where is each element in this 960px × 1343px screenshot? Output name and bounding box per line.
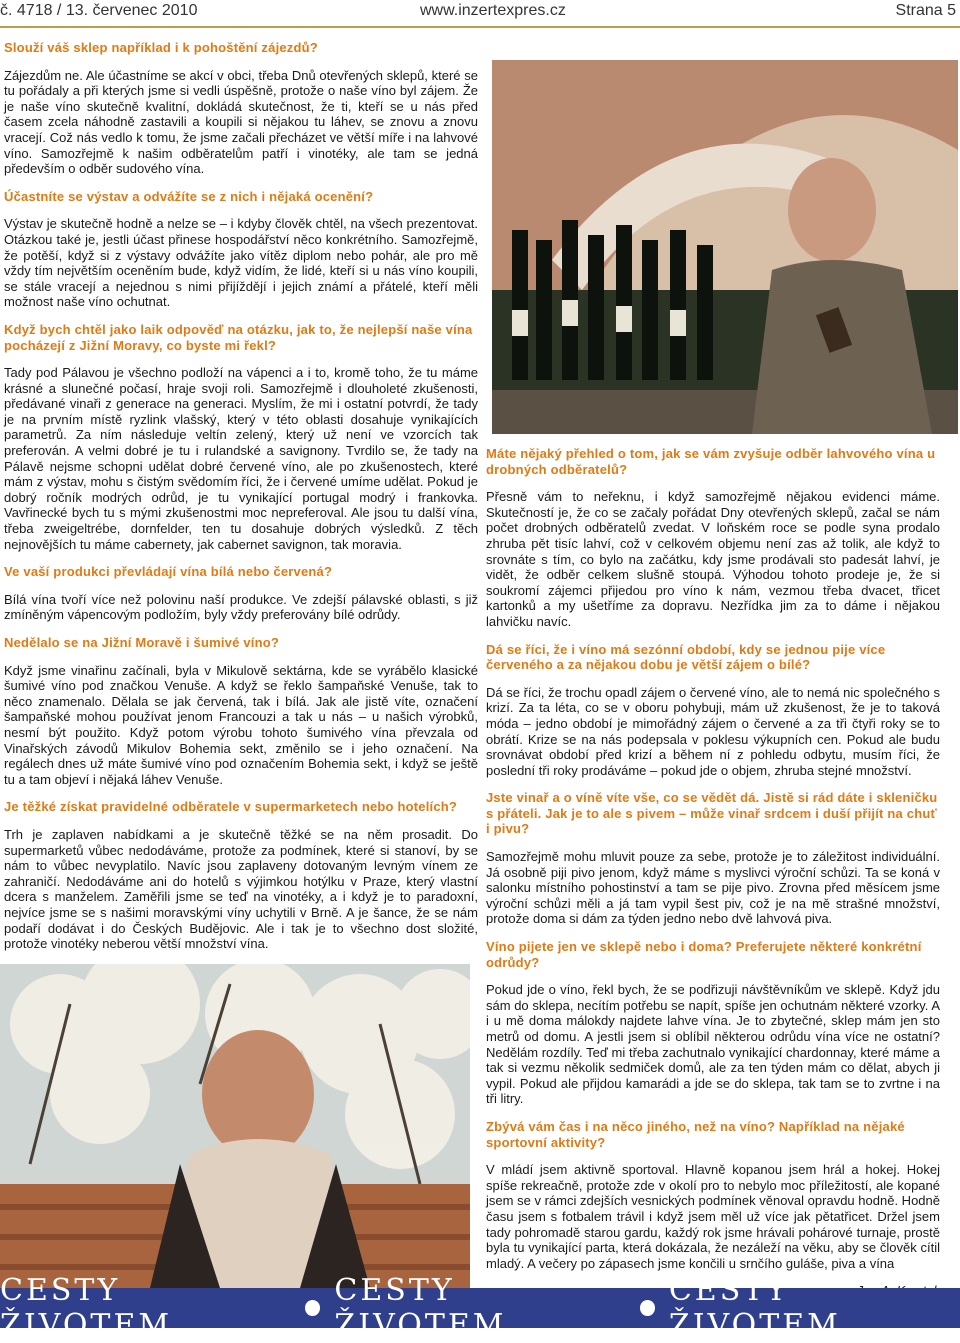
answer-10: Pokud jde o víno, řekl bych, že se podřizuji návštěvníkům ve sklepě. Když jdu sám do sklepa, necítím potřebu se napít, spíše jen ochutnám některé vzorky. A i u mě doma málokdy najdete lahve vína. Je to zbytečné, sklep mám jen sto metrů od domu. A jestli jsem si oblíbil některou odrůdu vína více ne ostatní? Nedělám rozdíly. Teď mi třeba zachutnalo vynikající chardonnay, které máme a tak si vezmu několik sedmiček domů, ale za ten týden mám co dělat, abych ji vypil. Pokud ale přijdou kamarádi a jde se do sklepa, tak tam se to zvrtne i na tři litry. [486, 982, 940, 1107]
answer-6: Trh je zaplaven nabídkami a je skutečně těžké se na něm prosadit. Do supermarketů vůbec nedodáváme, protože za podmínek, které si stanoví, by se nám to vůbec nevyplatilo. Navíc jsou zaplaveny dotovaným levným vínem ze zahraničí. Nedodáváme ani do hotelů s výjimkou hotýlku v Praze, který vlastní dcera s manželem. Zaměřili jsme se teď na vinotéky, a i když je to paradoxní, nejvíce jsme se s našimi moravskými víny uchytili v Brně. A je šance, že se nám podaří dodávat i do Českých Budějovic. Ale i tak je to všechno dost složité, protože vinotéky neberou větší množství vína. [4, 826, 478, 952]
banner-text-2: CESTY ŽIVOTEM [334, 1273, 507, 1343]
right-column [486, 446, 940, 1339]
banner-text-1: CESTY ŽIVOTEM [0, 1273, 173, 1343]
answer-2: Výstav je skutečně hodně a nelze se – i kdyby člověk chtěl, na všech prezentovat. Otázkou také je, jestli účast přinese hospodářství něco konkrétního. Samozřejmě, že potěší, když si z výstavy odvážíte jako vítěz diplom nebo pohár, ale pro mě vždy tím největším oceněním bude, když vidím, že lidé, kteří si u nás víno koupili, se stále vracejí a nejednou s nimi přijíždějí i jejich známí a přátelé, kteří měli možnost naše víno ochutnat. [4, 216, 478, 310]
left-column-top [4, 40, 478, 964]
banner-text-3: CESTY ŽIVOTEM [668, 1273, 841, 1343]
answer-7: Přesně vám to neřeknu, i když samozřejmě nějakou evidenci máme. Skutečností je, že co se začaly pořádat Dny otevřených sklepů, začal se nám počet drobných odběratelů zvedat. V loňském roce se podle syna prodalo zhruba pět tisíc lahví, což v celkovém objemu není zas až tolik, ale když to srovnáte s tím, co bylo na začátku, kdy jsme prodávali sto padesát lahví, je vidět, že odběr celkem slušně stoupá. Výhodou tohoto prodeje je, že si soukromí zájemci přijedou pro víno k nám, vezmou třeba dvacet, třicet kartonků a my ušetříme za dopravu. Nezřídka jim za to dáme i nějakou lahvičku navíc. [486, 489, 940, 629]
footer-banner [0, 1273, 960, 1343]
question-4: Ve vaší produkci převládají vína bílá nebo červená? [4, 564, 333, 580]
issue-info: č. 4718 / 13. červenec 2010 [0, 2, 198, 19]
question-10: Víno pijete jen ve sklepě nebo i doma? Preferujete některé konkrétní odrůdy? [486, 939, 922, 970]
header-rule [0, 26, 960, 28]
answer-5: Když jsme vinařinu začínali, byla v Mikulově sektárna, kde se vyrábělo klasické šumivé víno pod značkou Venuše. A když se řeklo šampaňské Venuše, tak to něco znamenalo. Dělala se jak červená, tak i bílá. Jak ale jistě víte, označení šampaňské mohou používat jenom Francouzi a tak u nás – u našich výrobků, nesmí být použito. Když potom výrobu tohoto šumivého vína převzala od Vinařských závodů Mikulov Bohemia sekt, změnilo se i jeho označení. Na regálech dnes už máte šumivé víno pod označením Bohemia sekt, i když se ještě tu a tam objeví i nějaká láhev Venuše. [4, 662, 478, 787]
bullet-icon [640, 1300, 655, 1316]
answer-9: Samozřejmě mohu mluvit pouze za sebe, protože je to záležitost individuální. Já osobně piji pivo jenom, když máme s myslivci výroční schůzi. Ta se koná v salonku místního pohostinství a tam se pije pivo. Zrovna před měsícem jsme výroční schůzi měli a já tam vypil šest piv, což je na mě strašné množství, protože doma si dám za týden jedno nebo dvě lahvová piva. [486, 849, 940, 927]
answer-8: Dá se říci, že trochu opadl zájem o červené víno, ale to nemá nic společného s krizí. Za ta léta, co se v oboru pohybuji, mám už zkušenost, že je to taková móda – jedno období je mimořádný zájem o červené a za tři čtyři roky se to obrátí. Krize se na nás podepsala v poklesu výkupních cen. Pokud ale budu srovnávat období před krizí a během ní z pohledu odbytu, musím říci, že poslední tři roky prodáváme – pokud jde o objem, zhruba stejné množství. [486, 684, 940, 778]
question-5: Nedělalo se na Jižní Moravě i šumivé víno? [4, 635, 279, 650]
page-number: Strana 5 [895, 2, 956, 19]
question-8: Dá se říci, že i víno má sezónní období, kdy se jednou pije více červeného a za nějakou dobu je větší zájem o bílé? [486, 641, 886, 673]
portrait-photo [0, 964, 470, 1288]
question-1: Slouží váš sklep například i k pohoštění zájezdů? [4, 40, 318, 55]
question-11: Zbývá vám čas i na něco jiného, než na víno? Například na nějaké sportovní aktivity? [486, 1118, 905, 1150]
website[interactable]: www.inzertexpres.cz [420, 2, 566, 19]
question-7: Máte nějaký přehled o tom, jak se vám zvyšuje odběr lahvového vína u drobných odběratelů? [486, 446, 936, 477]
answer-11: V mládí jsem aktivně sportoval. Hlavně kopanou jsem hrál a hokej. Hokej spíše rekreačně, protože zde v okolí pro to nebylo moc příležitostí, ale kopané jsem se v rámci zdejších vesnických podmínek věnoval opravdu hodně. Hodně času jsem s fotbalem trávil i když jsem měl už více jak pětatřicet. Držel jsem tady pohromadě starou gardu, každý rok jsme hrávali pohárové turnaje, prostě byla tu vynikající parta, která dokázala, že nezáleží na věku, aby se člověk cítil mladý. A večery po zápasech jsme končili u srnčího guláše, piva a vína [486, 1162, 940, 1271]
page-header [0, 0, 960, 26]
answer-4: Bílá vína tvoří více než polovinu naší produkce. Ve zdejší pálavské oblasti, s již zmíněným vápencovým podložím, byly vždy preferovány bílé odrůdy. [4, 591, 478, 623]
question-9: Jste vinař a o víně víte vše, co se vědět dá. Jistě si rád dáte i skleničku s přáteli. Jak je to ale s pivem – může vinař srdcem i duší přijít na chuť i pivu? [486, 790, 938, 837]
answer-1: Zájezdům ne. Ale účastníme se akcí v obci, třeba Dnů otevřených sklepů, které se tu pořádaly a při kterých jsme si vedli úspěšně, protože o naše víno byl zájem. Že je naše víno skutečně kvalitní, dokládá skutečnost, že ti, kteří se u nás před časem zcela náhodně zastavili a koupili si nějakou tu láhev, se znovu a znovu vracejí. Což nás vedlo k tomu, že jsme začali přecházet ve větší míře i na lahvové víno. Samozřejmě k našim odběratelům patří i vinotéky, ale tam se jedná především o odběr sudového vína. [4, 67, 478, 177]
question-6: Je těžké získat pravidelné odběratele v supermarketech nebo hotelích? [4, 799, 458, 815]
answer-3: Tady pod Pálavou je všechno podloží na vápenci a i to, kromě toho, že tu máme krásné a slunečné počasí, hraje svoji roli. Samozřejmě i dlouholeté zkušenosti, předávané vinaři z generace na generaci. Myslím, že mi i ostatní potvrdí, že tady je na prvním místě ryzlink vlašský, který v této oblasti dosahuje vynikajících parametrů. Za ním následuje veltín zelený, který už není ve vzorcích tak preferován. A velmi dobré je tu i rulandské a savignony. Tvrdilo se, že tady na Pálavě nejsme schopni udělat dobré červené víno, ale po zkušenostech, které mám z výstav, mohu s čistým svědomím říci, že i červené umíme udělat. Pokud je dobrý ročník modrých odrůd, je tu vynikající portugal modrý i frankovka. Vavřinecké bych tu s mými zkušenostmi moc nepreferoval. Ale jsou tu další vína, třeba zweigeltrébe, dornfelder, ten tu dosahuje dobrých výsledků. Z těch nejnovějších tu máme cabernety, jak cabernet savignon, tak moravia. [4, 365, 478, 552]
bullet-icon [305, 1300, 320, 1316]
cellar-photo [492, 60, 958, 434]
question-3: Když bych chtěl jako laik odpověď na otázku, jak to, že nejlepší naše vína pocházejí z Jižní Moravy, co byste mi řekl? [4, 321, 473, 353]
question-2: Účastníte se výstav a odvážíte se z nich i nějaká ocenění? [4, 188, 374, 204]
